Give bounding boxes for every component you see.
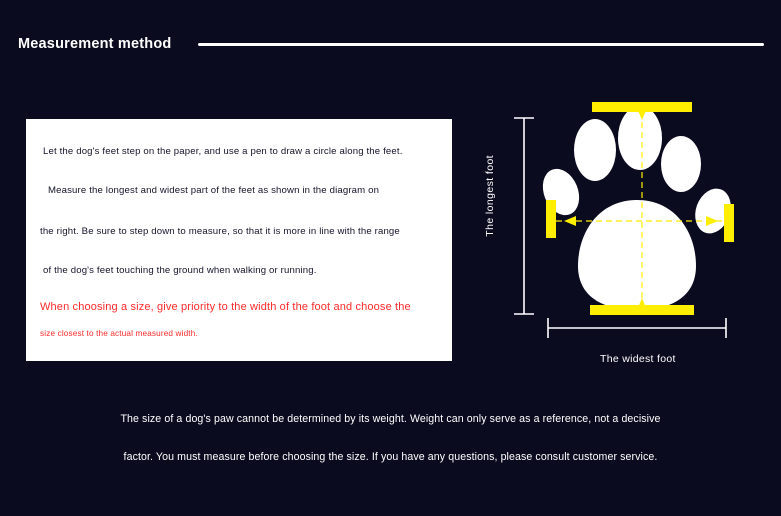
toe-pad-4 (536, 163, 586, 220)
right-measure-bar (724, 204, 734, 242)
toe-pad-3 (661, 136, 701, 192)
paw-illustration (536, 106, 737, 310)
instruction-card (26, 119, 452, 361)
footer-line-2: factor. You must measure before choosing the size. If you have any questions, please consult customer service. (123, 451, 658, 463)
instruction-warning-line-2: size closest to the actual measured width. (40, 329, 198, 338)
toe-pad-2 (618, 106, 662, 170)
instruction-line-1: Let the dog's feet step on the paper, and use a pen to draw a circle along the feet. (43, 146, 403, 157)
page-header (0, 34, 781, 74)
instruction-warning-line-1: When choosing a size, give priority to the width of the foot and choose the (40, 301, 411, 313)
paw-measurement-diagram (470, 80, 770, 370)
instruction-line-2: Measure the longest and widest part of the feet as shown in the diagram on (48, 185, 380, 196)
longest-foot-bracket (514, 118, 534, 314)
instruction-line-4: of the dog's feet touching the ground when walking or running. (43, 265, 317, 276)
longest-foot-label: The longest foot (484, 155, 496, 237)
left-measure-bar (546, 200, 556, 238)
paw-diagram-svg (470, 80, 770, 370)
toe-pad-1 (574, 119, 616, 181)
header-divider (198, 43, 764, 46)
page-title: Measurement method (18, 36, 172, 52)
instruction-text-block (26, 119, 452, 361)
instruction-line-3: the right. Be sure to step down to measure, so that it is more in line with the range (40, 226, 400, 237)
widest-foot-label: The widest foot (600, 353, 676, 365)
widest-foot-bracket (548, 318, 726, 338)
footer-line-1: The size of a dog's paw cannot be determined by its weight. Weight can only serve as a reference, not a decisive (120, 413, 661, 425)
